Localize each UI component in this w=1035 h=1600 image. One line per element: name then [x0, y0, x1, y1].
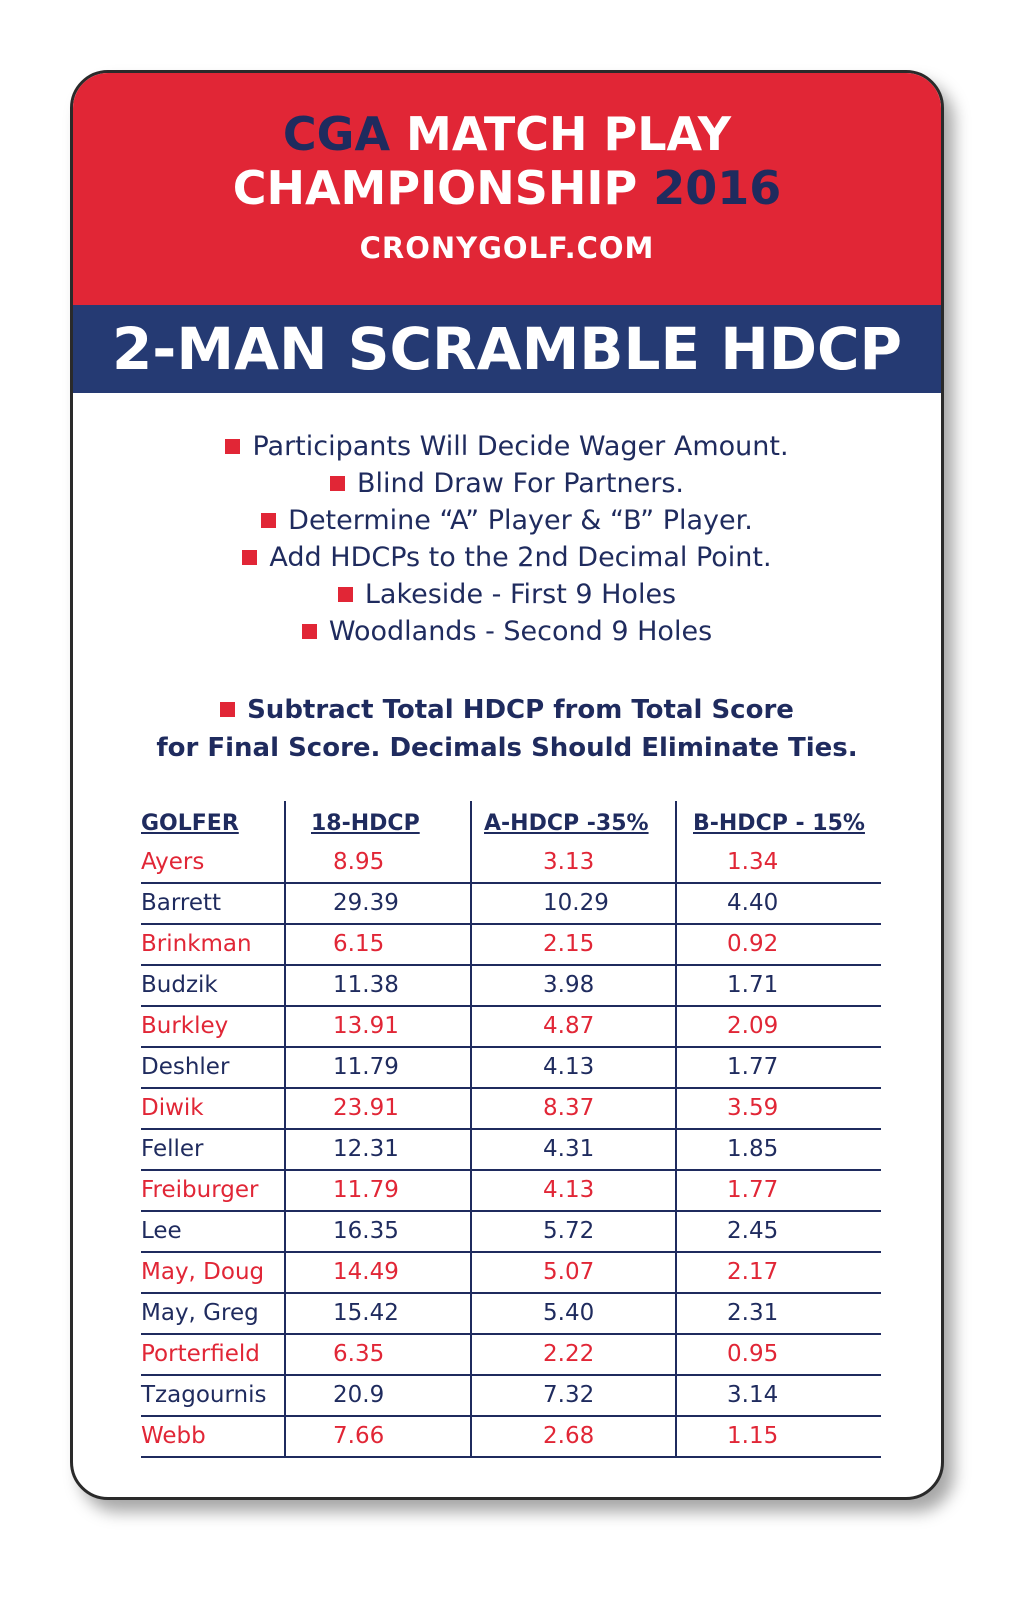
golfer-name: Burkley	[141, 1013, 229, 1039]
table-body	[141, 843, 881, 1458]
a-hdcp-value: 5.40	[543, 1300, 595, 1326]
header	[73, 73, 941, 305]
final-rule-line-2: for Final Score. Decimals Should Eliminate Ties.	[156, 733, 858, 763]
hdcp-18-value: 20.9	[333, 1382, 385, 1408]
col-18hdcp-header: 18-HDCP	[311, 811, 420, 836]
bullet-icon	[330, 476, 345, 491]
title-match-play: MATCH PLAY	[390, 107, 732, 161]
b-hdcp-value: 1.71	[727, 972, 779, 998]
hdcp-18-value: 29.39	[333, 890, 399, 916]
golfer-name: Ayers	[141, 849, 205, 875]
b-hdcp-value: 0.92	[727, 931, 779, 957]
table-row	[141, 966, 881, 1007]
b-hdcp-value: 2.17	[727, 1259, 779, 1285]
title-line-2	[73, 161, 941, 215]
table-row	[141, 1335, 881, 1376]
title-year: 2016	[653, 161, 782, 215]
website-url: CRONYGOLF.COM	[359, 231, 655, 265]
table-row	[141, 925, 881, 966]
golfer-name: Brinkman	[141, 931, 252, 957]
bullet-icon	[302, 624, 317, 639]
b-hdcp-value: 2.09	[727, 1013, 779, 1039]
hdcp-18-value: 11.79	[333, 1054, 399, 1080]
b-hdcp-value: 1.15	[727, 1423, 779, 1449]
golfer-name: Webb	[141, 1423, 206, 1449]
table-row	[141, 1171, 881, 1212]
a-hdcp-value: 3.98	[543, 972, 595, 998]
table-row	[141, 1253, 881, 1294]
hdcp-18-value: 23.91	[333, 1095, 399, 1121]
golfer-name: Budzik	[141, 972, 218, 998]
table-row	[141, 1376, 881, 1417]
col-a-hdcp-header: A-HDCP -35%	[484, 811, 649, 836]
a-hdcp-value: 7.32	[543, 1382, 595, 1408]
table-row	[141, 1089, 881, 1130]
hdcp-18-value: 11.79	[333, 1177, 399, 1203]
a-hdcp-value: 3.13	[543, 849, 595, 875]
b-hdcp-value: 3.59	[727, 1095, 779, 1121]
b-hdcp-value: 3.14	[727, 1382, 779, 1408]
a-hdcp-value: 4.13	[543, 1177, 595, 1203]
golfer-name: Barrett	[141, 890, 222, 916]
rule-item: Woodlands - Second 9 Holes	[73, 613, 941, 650]
table-row	[141, 1130, 881, 1171]
table-header	[141, 801, 881, 843]
b-hdcp-value: 0.95	[727, 1341, 779, 1367]
golfer-name: Tzagournis	[141, 1382, 267, 1408]
table-row	[141, 843, 881, 884]
golfer-name: Lee	[141, 1218, 182, 1244]
a-hdcp-value: 2.22	[543, 1341, 595, 1367]
hdcp-18-value: 14.49	[333, 1259, 399, 1285]
a-hdcp-value: 2.15	[543, 931, 595, 957]
bullet-icon	[225, 439, 240, 454]
col-b-hdcp-header: B-HDCP - 15%	[693, 811, 865, 836]
title-line-1	[73, 107, 941, 161]
hdcp-18-value: 6.35	[333, 1341, 385, 1367]
handicap-table	[141, 801, 881, 1458]
golfer-name: Diwik	[141, 1095, 204, 1121]
hdcp-18-value: 6.15	[333, 931, 385, 957]
b-hdcp-value: 1.85	[727, 1136, 779, 1162]
hdcp-18-value: 15.42	[333, 1300, 399, 1326]
golfer-name: Feller	[141, 1136, 204, 1162]
hdcp-18-value: 11.38	[333, 972, 399, 998]
a-hdcp-value: 4.31	[543, 1136, 595, 1162]
b-hdcp-value: 2.45	[727, 1218, 779, 1244]
hdcp-18-value: 8.95	[333, 849, 385, 875]
b-hdcp-value: 1.34	[727, 849, 779, 875]
hdcp-18-value: 7.66	[333, 1423, 385, 1449]
golfer-name: May, Greg	[141, 1300, 259, 1326]
col-golfer-header: GOLFER	[141, 811, 239, 836]
title-championship: CHAMPIONSHIP	[232, 161, 654, 215]
b-hdcp-value: 1.77	[727, 1054, 779, 1080]
section-banner: 2-MAN SCRAMBLE HDCP	[73, 305, 941, 393]
table-row	[141, 1212, 881, 1253]
a-hdcp-value: 2.68	[543, 1423, 595, 1449]
bullet-icon	[338, 587, 353, 602]
bullet-icon	[242, 550, 257, 565]
rules-list	[73, 428, 941, 650]
hdcp-18-value: 12.31	[333, 1136, 399, 1162]
golfer-name: Freiburger	[141, 1177, 259, 1203]
table-row	[141, 1007, 881, 1048]
handicap-card	[70, 70, 944, 1500]
a-hdcp-value: 10.29	[543, 890, 609, 916]
b-hdcp-value: 1.77	[727, 1177, 779, 1203]
a-hdcp-value: 5.72	[543, 1218, 595, 1244]
b-hdcp-value: 4.40	[727, 890, 779, 916]
rule-item: Participants Will Decide Wager Amount.	[73, 428, 941, 465]
a-hdcp-value: 4.13	[543, 1054, 595, 1080]
rule-item: Add HDCPs to the 2nd Decimal Point.	[73, 539, 941, 576]
bullet-icon	[261, 513, 276, 528]
final-score-rule	[73, 691, 941, 767]
bullet-icon	[220, 702, 235, 717]
table-row	[141, 1294, 881, 1335]
b-hdcp-value: 2.31	[727, 1300, 779, 1326]
table-row	[141, 1417, 881, 1458]
title-cga: CGA	[282, 107, 391, 161]
hdcp-18-value: 16.35	[333, 1218, 399, 1244]
golfer-name: May, Doug	[141, 1259, 265, 1285]
final-rule-line-1: Subtract Total HDCP from Total Score	[73, 691, 941, 729]
rule-item: Blind Draw For Partners.	[73, 465, 941, 502]
rule-item: Lakeside - First 9 Holes	[73, 576, 941, 613]
a-hdcp-value: 5.07	[543, 1259, 595, 1285]
golfer-name: Deshler	[141, 1054, 230, 1080]
hdcp-18-value: 13.91	[333, 1013, 399, 1039]
table-row	[141, 884, 881, 925]
rule-item: Determine “A” Player & “B” Player.	[73, 502, 941, 539]
golfer-name: Porterfield	[141, 1341, 260, 1367]
table-row	[141, 1048, 881, 1089]
a-hdcp-value: 4.87	[543, 1013, 595, 1039]
a-hdcp-value: 8.37	[543, 1095, 595, 1121]
